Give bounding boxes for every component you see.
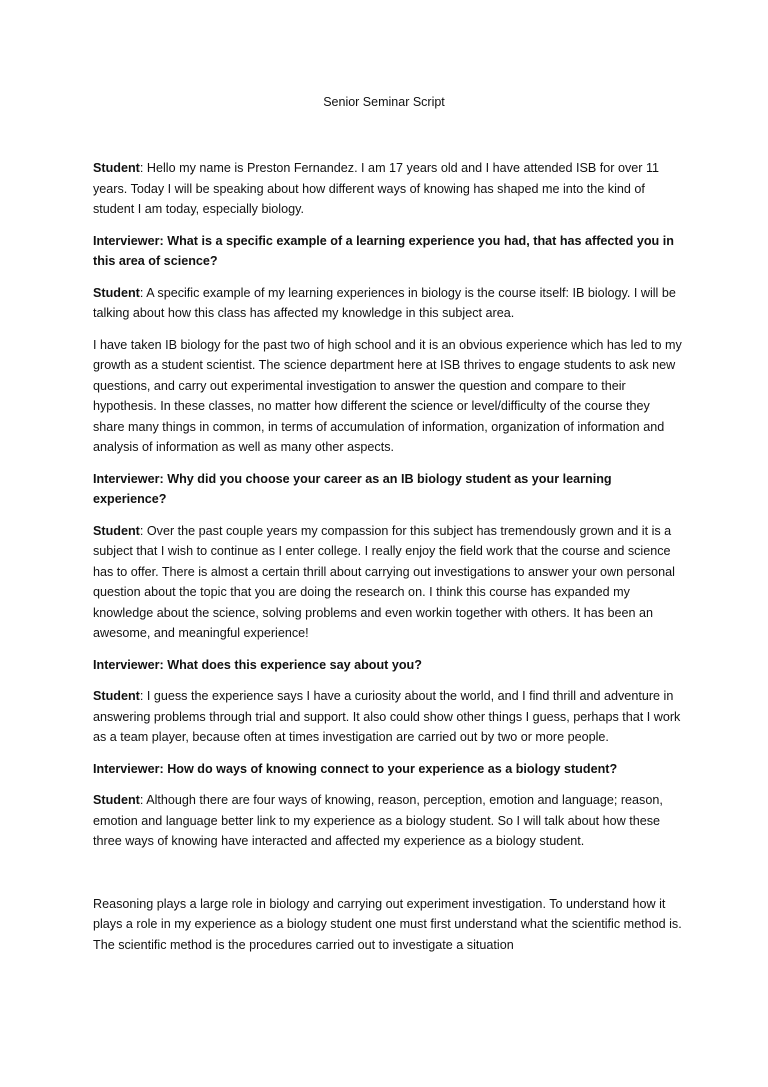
interviewer-question [93,231,683,272]
speaker-colon: : [139,161,147,175]
speaker-colon: : [139,285,147,300]
document-title: Senior Seminar Script [323,95,445,109]
paragraph-spacer [93,863,683,894]
interviewer-question [93,655,683,676]
speaker-label: Student [93,523,140,538]
student-answer [93,521,683,644]
speaker-label: Student [93,689,140,703]
speaker-colon: : [139,523,147,538]
paragraph-text: How do ways of knowing connect to your experience as a biology student? [167,761,618,776]
paragraph-text: What does this experience say about you? [167,657,422,672]
body-paragraph [93,335,683,458]
paragraph-text: A specific example of my learning experiences in biology is the course itself: IB biology. I will be talking about how this class has affected my knowledge in this subject area. [93,285,676,320]
student-answer [93,790,683,852]
speaker-label: Interviewer: [93,657,164,672]
paragraph-text: I have taken IB biology for the past two of high school and it is an obvious experience which has led to my growth as a student scientist. The science department here at ISB thrives to engage students to ask new questions, and carry out experimental investigation to answer the question and compare to their hypothesis. In these classes, no matter how different the science or level/difficulty of the course they share many things in common, in terms of accumulation of information, organization of information and analysis of information as well as many other aspects. [93,337,682,454]
speaker-label: Interviewer: [93,233,164,248]
speaker-label: Student [93,285,140,300]
speaker-label: Student [93,161,140,175]
interviewer-question [93,469,683,510]
paragraph-text: I guess the experience says I have a curiosity about the world, and I find thrill and adventure in answering problems through trial and support. It also could show other things I guess, perhaps that I work as a team player, because often at times investigation are carried out by two or more people. [93,689,681,744]
interviewer-question [93,759,683,780]
student-answer [93,158,683,220]
paragraph-text: Reasoning plays a large role in biology and carrying out experiment investigation. To understand how it plays a role in my experience as a biology student one must first understand what the scientific method is. The scientific method is the procedures carried out to investigate a situation [93,896,682,952]
speaker-colon: : [139,689,147,703]
paragraph-text: Hello my name is Preston Fernandez. I am 17 years old and I have attended ISB for over 11 years. Today I will be speaking about how different ways of knowing has shaped me into the kind of student I am today, especially biology. [93,161,660,216]
speaker-label: Interviewer: [93,471,164,486]
speaker-label: Student [93,793,140,807]
paragraph-text: Why did you choose your career as an IB biology student as your learning experience? [93,471,612,506]
paragraph-text: Although there are four ways of knowing, reason, perception, emotion and language; reason, emotion and language better link to my experience as a biology student. So I will talk about how these three ways of knowing have interacted and affected my experience as a biology student. [93,793,663,848]
paragraph-text: What is a specific example of a learning experience you had, that has affected you in this area of science? [93,233,674,268]
student-answer [93,283,683,324]
document-body [93,158,683,966]
body-paragraph [93,894,683,956]
student-answer [93,686,683,748]
paragraph-text: Over the past couple years my compassion for this subject has tremendously grown and it is a subject that I wish to continue as I enter college. I really enjoy the field work that the course and science has to offer. There is almost a certain thrill about carrying out investigations to answer your own personal question about the topic that you are doing the research on. I think this course has expanded my knowledge about the science, solving problems and even workin together with others. It has been an awesome, and meaningful experience! [93,523,675,640]
speaker-colon: : [139,793,147,807]
speaker-label: Interviewer: [93,761,164,776]
